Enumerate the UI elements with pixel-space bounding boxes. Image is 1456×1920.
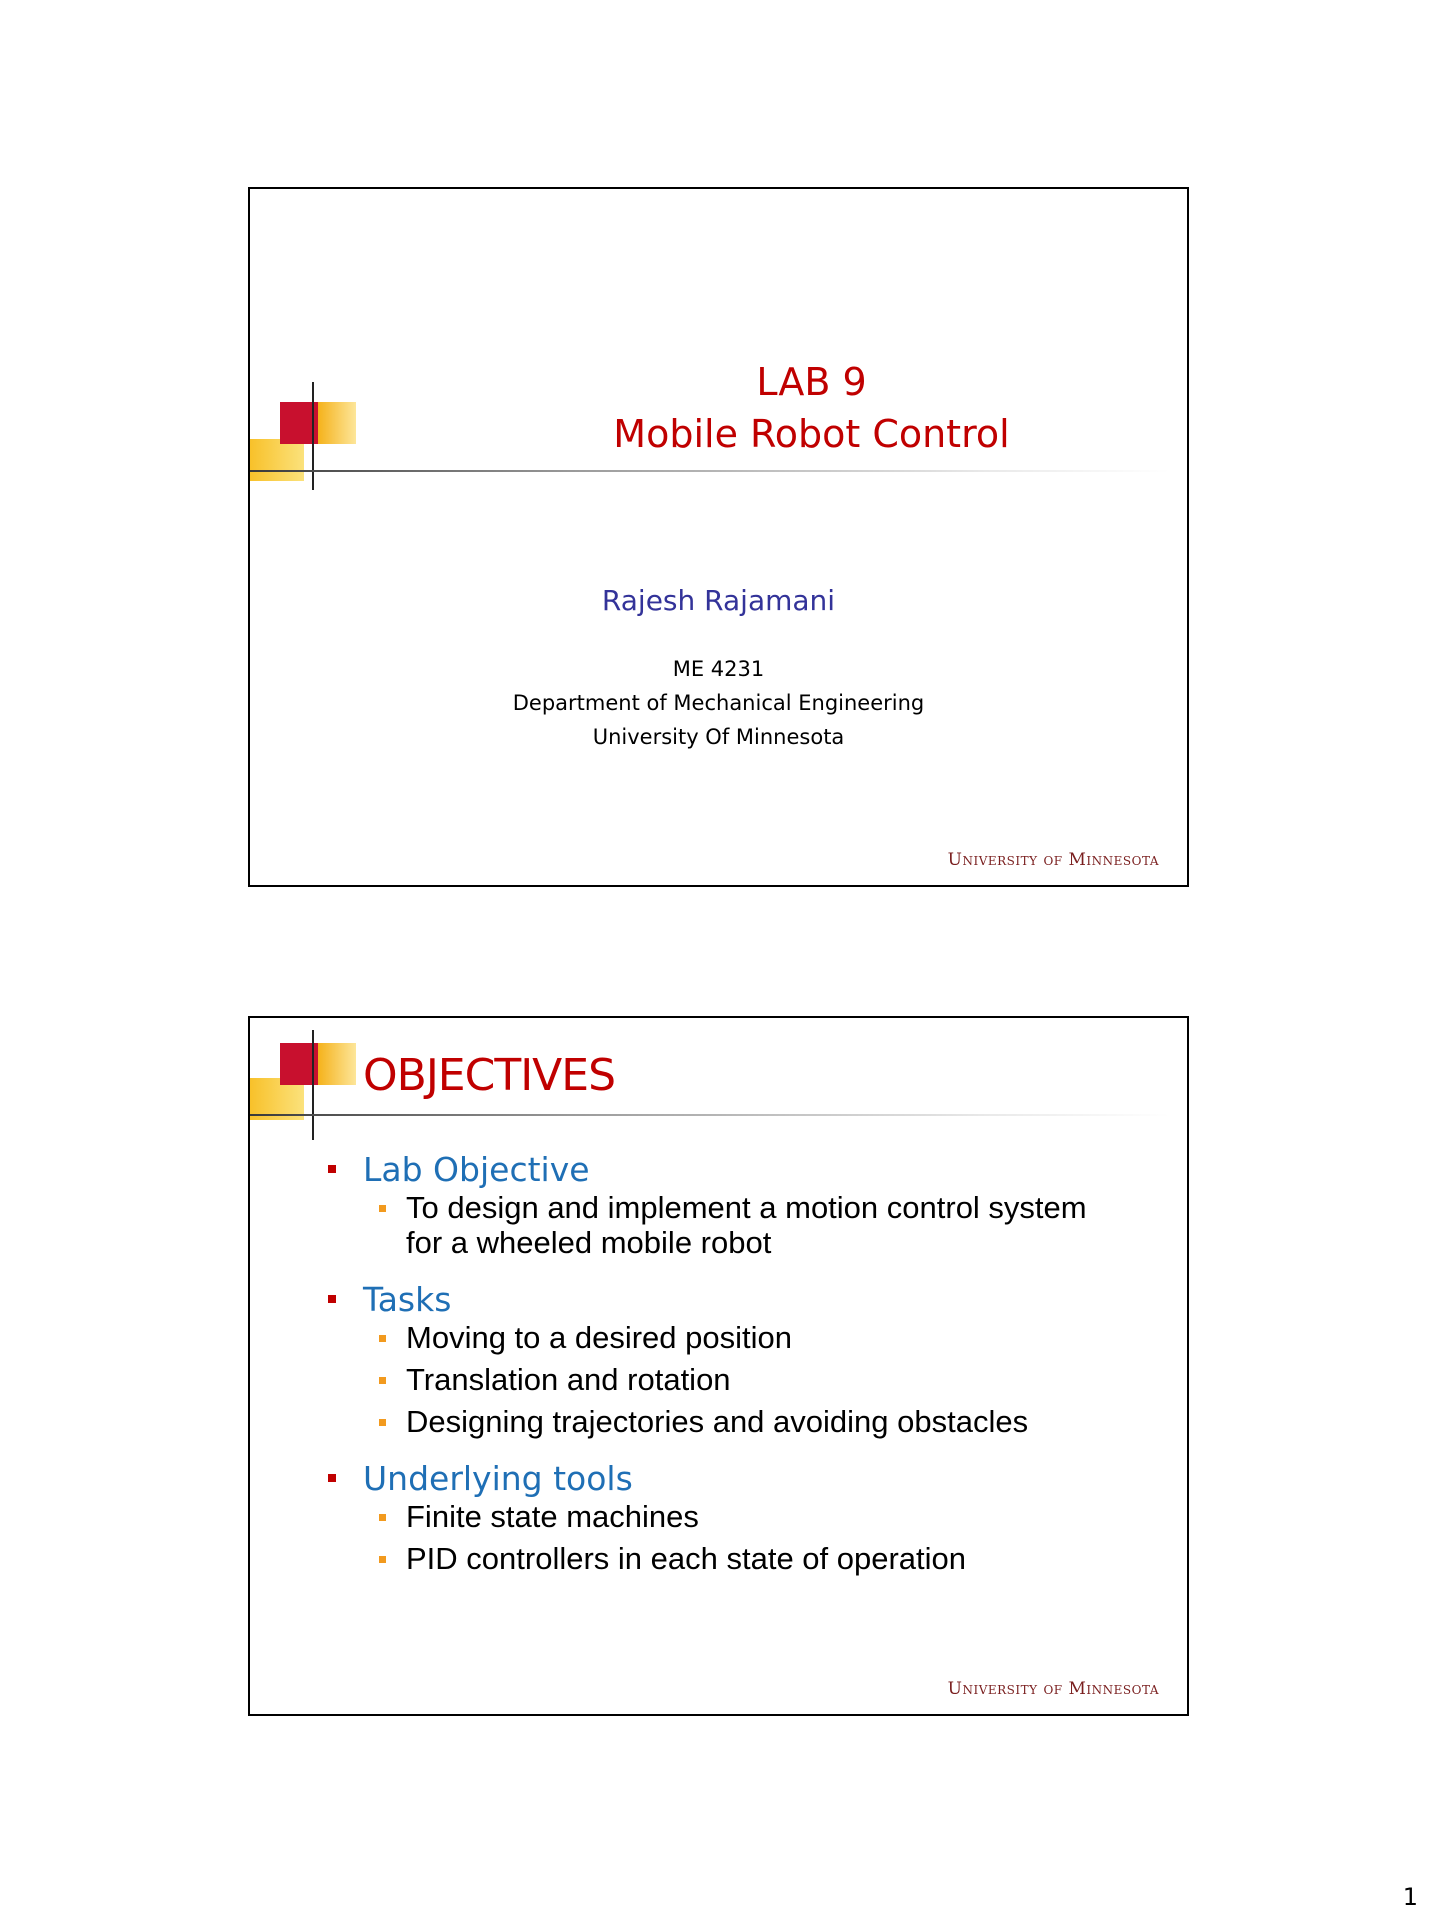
- orange-square-bullet-icon: [379, 1377, 386, 1384]
- decor-orange-square: [318, 1043, 356, 1085]
- decor-horizontal-line: [250, 470, 1170, 472]
- red-square-bullet-icon: [328, 1295, 336, 1303]
- bullet-group: [328, 1278, 1168, 1439]
- red-square-bullet-icon: [328, 1165, 336, 1173]
- red-square-bullet-icon: [328, 1474, 336, 1482]
- bullet-text: Finite state machines: [406, 1499, 699, 1534]
- bullet-text: Designing trajectories and avoiding obstacles: [406, 1404, 1029, 1439]
- bullet-text: PID controllers in each state of operation: [406, 1541, 967, 1576]
- university: University Of Minnesota: [592, 725, 845, 749]
- bullet-heading: Lab Objective: [363, 1149, 590, 1189]
- bullet-group: [328, 1148, 1168, 1260]
- bullet-heading: Tasks: [363, 1279, 452, 1319]
- slide-title-text: [250, 356, 1187, 460]
- affiliation: [250, 652, 1187, 754]
- decor-vertical-line: [312, 1030, 314, 1140]
- bullet-level-1: [328, 1278, 1168, 1320]
- bullet-group: [328, 1457, 1168, 1576]
- page-number: 1: [1402, 1883, 1418, 1911]
- bullet-level-2: [379, 1541, 1168, 1576]
- title-line-1: LAB 9: [756, 360, 867, 404]
- orange-square-bullet-icon: [379, 1514, 386, 1521]
- bullet-level-1: [328, 1457, 1168, 1499]
- bullet-text: Translation and rotation: [406, 1362, 731, 1397]
- bullet-level-1: [328, 1148, 1168, 1190]
- bullet-text: To design and implement a motion control system for a wheeled mobile robot: [406, 1190, 1087, 1260]
- bullet-level-2: [379, 1404, 1168, 1439]
- orange-square-bullet-icon: [379, 1419, 386, 1426]
- slide-heading: OBJECTIVES: [363, 1050, 616, 1101]
- course-code: ME 4231: [672, 657, 765, 681]
- bullet-list: [328, 1148, 1168, 1594]
- decor-red-square: [280, 1043, 322, 1085]
- university-logo: University of Minnesota: [947, 850, 1159, 870]
- bullet-level-2: [379, 1320, 1168, 1355]
- orange-square-bullet-icon: [379, 1335, 386, 1342]
- slide-title: [248, 187, 1189, 887]
- bullet-level-2: [379, 1190, 1168, 1260]
- orange-square-bullet-icon: [379, 1556, 386, 1563]
- title-line-2: Mobile Robot Control: [613, 412, 1010, 456]
- department: Department of Mechanical Engineering: [512, 691, 925, 715]
- bullet-level-2: [379, 1362, 1168, 1397]
- slide-objectives: [248, 1016, 1189, 1716]
- decor-horizontal-line: [250, 1114, 1170, 1116]
- university-logo: University of Minnesota: [947, 1679, 1159, 1699]
- bullet-text: Moving to a desired position: [406, 1320, 793, 1355]
- bullet-heading: Underlying tools: [363, 1458, 633, 1498]
- author-name: Rajesh Rajamani: [601, 584, 836, 617]
- bullet-level-2: [379, 1499, 1168, 1534]
- orange-square-bullet-icon: [379, 1205, 386, 1212]
